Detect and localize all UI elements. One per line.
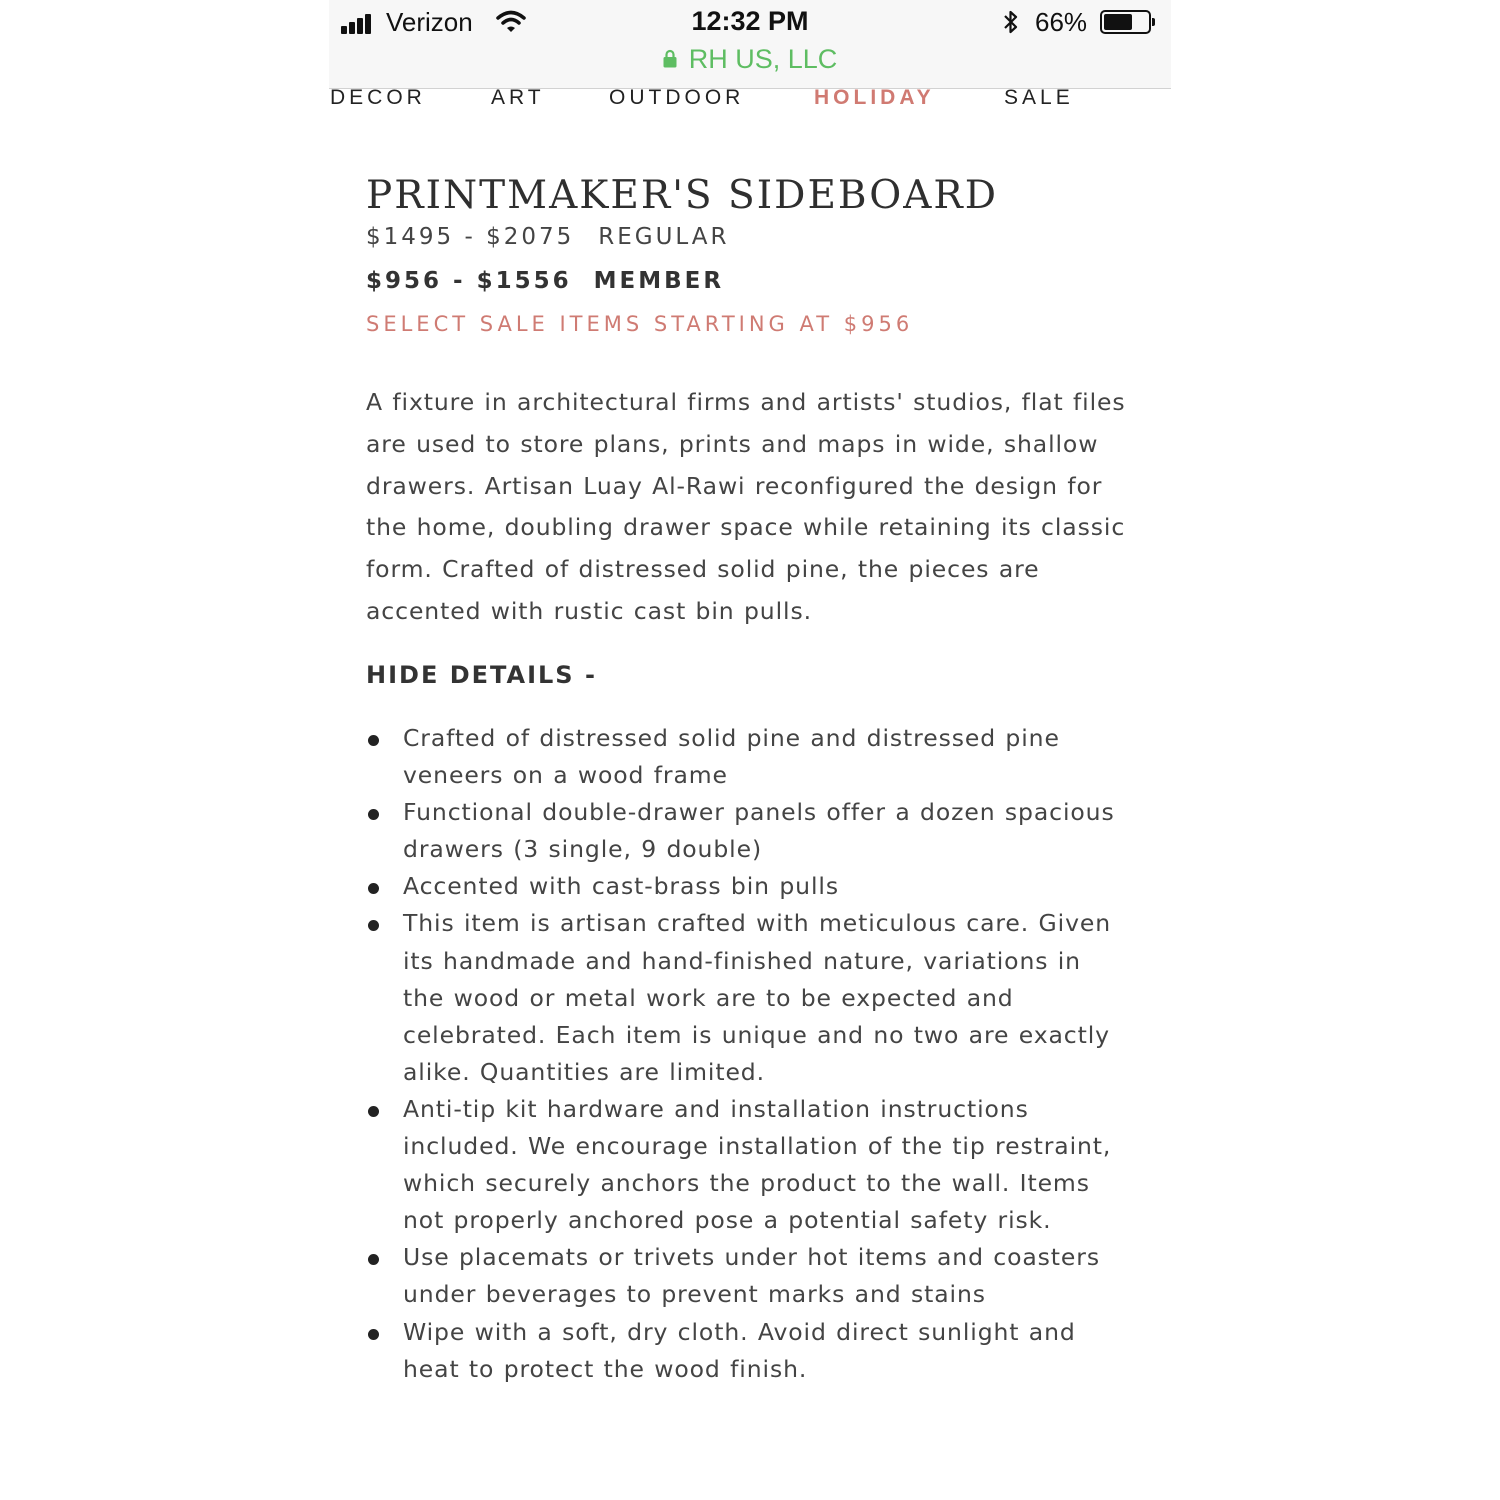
detail-item: Functional double-drawer panels offer a dozen spacious drawers (3 single, 9 double) bbox=[366, 794, 1126, 868]
url-site-name: RH US, LLC bbox=[688, 44, 838, 74]
regular-price-label: REGULAR bbox=[598, 224, 730, 250]
regular-price: $1495 - $2075 bbox=[366, 224, 575, 250]
nav-item-decor[interactable]: DECOR bbox=[330, 86, 426, 109]
hide-details-toggle[interactable]: HIDE DETAILS - bbox=[366, 661, 597, 689]
detail-item: Accented with cast-brass bin pulls bbox=[366, 868, 1126, 905]
detail-item: Anti-tip kit hardware and installation instructions included. We encourage installation of the tip restraint, which securely anchors the product to the wall. Items not properly anchored pose a potential safety risk. bbox=[366, 1091, 1126, 1239]
battery-level-fill bbox=[1104, 14, 1132, 30]
bluetooth-icon bbox=[1002, 9, 1020, 35]
nav-item-sale[interactable]: SALE bbox=[1004, 86, 1074, 109]
status-bar bbox=[329, 0, 1171, 89]
phone-screen bbox=[329, 0, 1171, 1500]
detail-item: This item is artisan crafted with meticulous care. Given its handmade and hand-finished nature, variations in the wood or metal work are to be expected and celebrated. Each item is unique and no two are exactly alike. Quantities are limited. bbox=[366, 905, 1126, 1090]
member-price-row bbox=[366, 268, 724, 294]
regular-price-row bbox=[366, 224, 730, 250]
member-price: $956 - $1556 bbox=[366, 268, 572, 294]
detail-item: Crafted of distressed solid pine and distressed pine veneers on a wood frame bbox=[366, 720, 1126, 794]
url-bar[interactable] bbox=[329, 44, 1171, 75]
lock-icon bbox=[663, 49, 677, 68]
nav-item-holiday[interactable]: HOLIDAY bbox=[814, 86, 935, 109]
detail-item: Use placemats or trivets under hot items and coasters under beverages to prevent marks and stains bbox=[366, 1239, 1126, 1313]
nav-item-outdoor[interactable]: OUTDOOR bbox=[609, 86, 745, 109]
product-description: A fixture in architectural firms and artists' studios, flat files are used to store plans, prints and maps in wide, shallow drawers. Artisan Luay Al-Rawi reconfigured the design for the home, doubling drawer space while retaining its classic form. Crafted of distressed solid pine, the pieces are accented with rustic cast bin pulls. bbox=[366, 388, 1126, 625]
member-price-label: MEMBER bbox=[593, 268, 725, 294]
details-list bbox=[366, 720, 1126, 1388]
battery-icon bbox=[1100, 10, 1151, 34]
status-clock: 12:32 PM bbox=[691, 6, 809, 36]
battery-percent: 66% bbox=[1035, 7, 1088, 37]
nav-item-art[interactable]: ART bbox=[491, 86, 545, 109]
product-title: PRINTMAKER'S SIDEBOARD bbox=[366, 173, 999, 218]
detail-item: Wipe with a soft, dry cloth. Avoid direct sunlight and heat to protect the wood finish. bbox=[366, 1314, 1126, 1388]
sale-promo-link[interactable]: SELECT SALE ITEMS STARTING AT $956 bbox=[366, 312, 914, 336]
carrier-name: Verizon bbox=[386, 7, 473, 37]
